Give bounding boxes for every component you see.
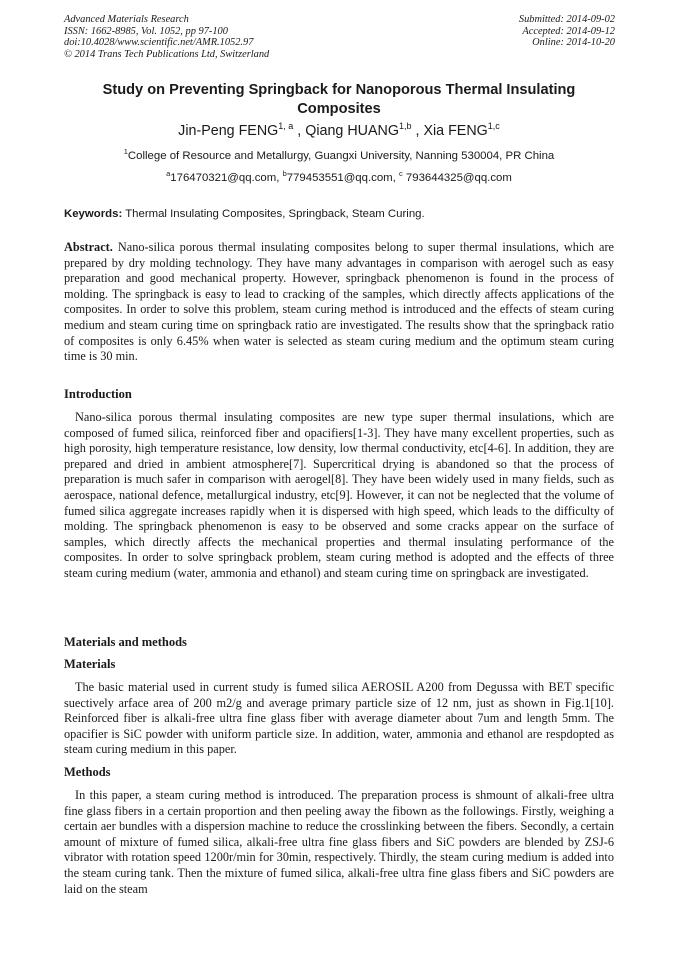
affiliation-text: College of Resource and Metallurgy, Guangxi University, Nanning 530004, PR China: [127, 150, 555, 162]
subsection-heading-methods: Methods: [64, 765, 111, 779]
abstract-label: Abstract.: [64, 240, 113, 254]
author-separator: ,: [411, 123, 424, 139]
publication-dates: [519, 14, 615, 49]
submitted-date: Submitted: 2014-09-02: [518, 14, 615, 25]
abstract-text: Nano-silica porous thermal insulating composites belong to super thermal insulations, which are prepared by dry molding technology. They have many advantages in comparison with aerogel such as easy preparation and good mechanical property. However, springback phenomenon is found in the process of molding. The springback is easy to lead to cracking of the samples, which directly affects applications of the composites. In order to solve this problem, steam curing method is introduced and the effects of steam curing medium and steam curing time on springback ratio are investigated. The results show that the springback ratio of composites is only 6.45% when water is selected as steam curing medium and the optimum steam curing time is 30 min.: [64, 240, 614, 364]
paper-title: Study on Preventing Springback for Nanoporous Thermal Insulating Composites: [102, 82, 576, 117]
affiliation-marker: 1: [123, 147, 128, 157]
subsection-heading-materials: Materials: [64, 657, 116, 671]
email-address: 176470321@qq.com,: [170, 172, 283, 184]
email-marker: c: [399, 169, 403, 179]
author-name: Qiang HUANG: [305, 123, 399, 139]
abstract: [64, 240, 614, 365]
email-address: 793644325@qq.com: [402, 172, 512, 184]
journal-doi: doi:10.4028/www.scientific.net/AMR.1052.97: [64, 37, 254, 49]
introduction-paragraph: Nano-silica porous thermal insulating composites are new type super thermal insulations, which are composed of fumed silica, reinforced fiber and opacifiers[1-3]. They have many excellent properties, such as high porosity, high temperature resistance, low density, low thermal conductivity, etc[4-6]. In addition, they are prepared and dried in ambient atmosphere[7]. Supercritical drying is abandoned so that the process of preparation is much safer in comparison with aerogel[8]. They have been widely used in many fields, such as aerospace, national defence, metallurgical industry, etc[9]. However, it can not be neglected that the volume of fumed silica aggregate increases rapidly when it is dispersed with high speed, which leads to the difficulty of molding. The springback phenomenon is easy to be observed and some cracks appear on the surface of samples, which directly affects the mechanical properties and thermal insulating performance of the composites. In order to solve springback problem, steam curing method is adopted and the effects of three steam curing medium (water, ammonia and ethanol) and steam curing time on springback are investigated.: [64, 410, 614, 580]
email-marker: a: [166, 169, 171, 179]
methods-paragraph: In this paper, a steam curing method is introduced. The preparation process is shmount of alkali-free ultra fine glass fibers in a certain proportion and then peeling away the fibown as the followings. Firstly, weighing a certain aer bundles with a dispersion machine to reduce the crosslinking between the fibers. Secondly, a certain amount of mixture of fumed silica, alkali-free ultra fine glass fibers and SiC powders are blended by ZSJ-6 vibrator with rotation speed 1200r/min for 30min, respectively. Thirdly, the steam curing medium is added into the steam curing tank. Then the mixture of fumed silica, alkali-free ultra fine glass fibers and SiC powders are laid on the steam: [64, 788, 614, 896]
author-affil-marker: 1,b: [399, 121, 412, 132]
journal-info: [64, 14, 269, 60]
materials-paragraph: The basic material used in current study is fumed silica AEROSIL A200 from Degussa with BET specific suectively arface area of 200 m2/g and average primary particle size of 12 nm, just as shown in Fig.1[10]. Reinforced fiber is alkali-free ultra fine glass fiber with average diameter about 7um and length 5mm. The opacifier is SiC powder with uniform particle size. In addition, water, ammonia and ethanol are respdopted as steam curing medium in this paper.: [64, 680, 614, 757]
keywords: [64, 207, 615, 221]
author-emails: [64, 171, 614, 185]
author-name: Xia FENG: [423, 123, 488, 139]
section-heading-materials-and-methods: Materials and methods: [64, 635, 187, 649]
journal-name: Advanced Materials Research: [64, 14, 189, 25]
email-marker: b: [282, 169, 287, 179]
author-list: [64, 122, 614, 140]
author-name: Jin-Peng FENG: [178, 123, 279, 139]
section-heading-introduction: Introduction: [64, 387, 132, 401]
keywords-label: Keywords:: [64, 208, 123, 220]
journal-issn: ISSN: 1662-8985, Vol. 1052, pp 97-100: [64, 25, 228, 37]
keywords-text: Thermal Insulating Composites, Springback, Steam Curing.: [122, 208, 425, 220]
author-separator: ,: [293, 123, 306, 139]
author-affil-marker: 1, a: [278, 121, 294, 132]
accepted-date: Accepted: 2014-09-12: [522, 25, 615, 37]
affiliation: [64, 149, 614, 163]
author-affil-marker: 1,c: [487, 121, 500, 132]
journal-copyright: © 2014 Trans Tech Publications Ltd, Switzerland: [64, 48, 270, 60]
email-address: 779453551@qq.com,: [286, 172, 399, 184]
online-date: Online: 2014-10-20: [532, 37, 615, 49]
